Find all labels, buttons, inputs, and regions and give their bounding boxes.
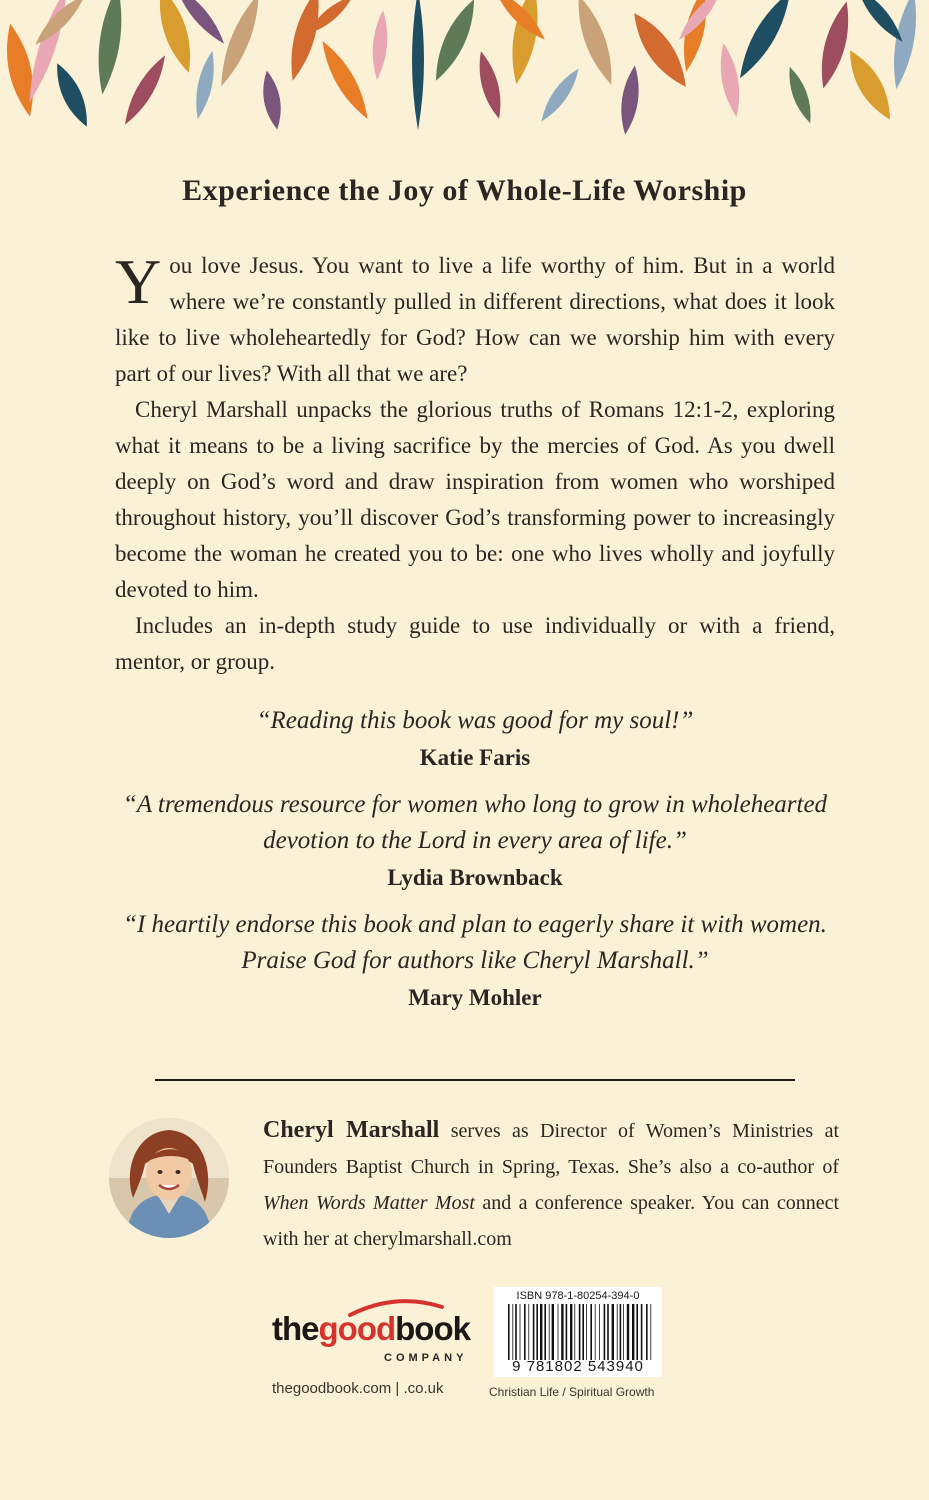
leaf-shape <box>887 0 922 91</box>
leaf-shape <box>536 64 585 125</box>
barcode-bar <box>650 1304 651 1360</box>
endorsement-author: Mary Mohler <box>408 985 542 1010</box>
endorsement-author: Katie Faris <box>419 745 531 770</box>
description-paragraph-2: Cheryl Marshall unpacks the glorious truths of Romans 12:1-2, exploring what it means to be a living sacrifice by the mercies of God. As you dwell deeply on God’s word and draw inspiration from women who worshiped throughout history, you’ll discover God’s transforming power to increasingly become the woman he created you to be: one who lives wholly and joyfully devoted to him. <box>115 397 835 602</box>
endorsement <box>115 907 835 1013</box>
logo-company-label: COMPANY <box>384 1352 468 1364</box>
author-book-title: When Words Matter Most <box>263 1192 475 1214</box>
barcode-bar <box>586 1304 587 1360</box>
book-category: Christian Life / Spiritual Growth <box>489 1385 655 1399</box>
description-paragraph-1-text: ou love Jesus. You want to live a life worthy of him. But in a world where we’re constantly pulled in different directions, what does it look like to live wholeheartedly for God? How can we worship him with every part of our lives? With all that we are? <box>115 253 835 386</box>
barcode-bar <box>641 1304 643 1360</box>
barcode-bar <box>549 1304 550 1360</box>
author-bio-text-2: and a conference speaker. You can connect with her at cherylmarshall.com <box>263 1192 839 1250</box>
description-paragraph-1 <box>115 248 835 392</box>
barcode-bar <box>574 1304 575 1360</box>
author-bio <box>263 1112 839 1257</box>
barcode-bar <box>599 1304 600 1360</box>
barcode-bar <box>620 1304 622 1360</box>
leaf-shape <box>852 0 908 46</box>
logo-word-book: book <box>395 1310 470 1347</box>
endorsement <box>115 703 835 773</box>
barcode-bar <box>604 1304 606 1360</box>
leaf-shape <box>283 0 327 83</box>
logo-word-good: good <box>318 1310 396 1347</box>
barcode-bar <box>590 1304 592 1360</box>
endorsement-quote: “Reading this book was good for my soul!” <box>256 707 694 734</box>
barcode-bar <box>579 1304 581 1360</box>
leaf-shape <box>814 0 857 91</box>
author-name: Cheryl Marshall <box>263 1117 440 1143</box>
barcode-bar <box>552 1304 554 1360</box>
barcode-digits: 9 781802 543940 <box>512 1358 644 1375</box>
section-divider <box>155 1079 795 1081</box>
leaf-shape <box>191 49 219 120</box>
leaf-shape <box>412 0 424 130</box>
endorsement <box>115 787 835 893</box>
barcode-bar <box>646 1304 648 1360</box>
leaf-shape <box>118 51 172 128</box>
barcode-bar <box>524 1304 526 1360</box>
author-photo <box>109 1118 229 1238</box>
endorsements <box>115 703 835 1027</box>
barcode-bar <box>540 1304 542 1360</box>
leaf-shape <box>427 0 483 85</box>
leaf-shape <box>731 0 798 83</box>
barcode-bar <box>515 1304 517 1360</box>
barcode-bar <box>617 1304 618 1360</box>
back-cover-headline: Experience the Joy of Whole-Life Worship <box>182 174 747 207</box>
description-paragraph-3: Includes an in-depth study guide to use individually or with a friend, mentor, or group. <box>115 613 835 674</box>
barcode-bar <box>612 1304 614 1360</box>
barcode-bar <box>566 1304 568 1360</box>
barcode-bar <box>536 1304 538 1360</box>
floral-leaf-border <box>0 0 929 160</box>
logo-word-the: the <box>272 1310 319 1347</box>
endorsement-quote: “I heartily endorse this book and plan to eagerly share it with women. Praise God for authors like Cheryl Marshall.” <box>123 911 827 974</box>
logo-swoosh-icon <box>346 1298 446 1318</box>
barcode-bar <box>623 1304 624 1360</box>
leaf-shape <box>617 64 643 136</box>
isbn-barcode <box>494 1287 662 1377</box>
endorsement-author: Lydia Brownback <box>387 865 563 890</box>
barcode-bar <box>627 1304 629 1360</box>
barcode-bar <box>570 1304 572 1360</box>
barcode-bar <box>520 1304 521 1360</box>
leaf-shape <box>473 49 507 121</box>
barcode-bar <box>512 1304 513 1360</box>
leaf-shape <box>370 10 390 81</box>
barcode-bar <box>632 1304 634 1360</box>
barcode-bar <box>561 1304 563 1360</box>
leaf-shape <box>213 0 267 90</box>
barcode-bar <box>528 1304 529 1360</box>
publisher-url: thegoodbook.com | .co.uk <box>272 1380 444 1397</box>
barcode-icon <box>508 1304 654 1360</box>
leaf-shape <box>840 45 899 125</box>
barcode-bar <box>595 1304 596 1360</box>
leaf-shape <box>49 59 95 130</box>
leaf-shape <box>315 37 376 124</box>
author-bio-text-1: serves as Director of Women’s Ministries at Founders Baptist Church in Spring, Texas. She’s also a co-author of <box>263 1120 839 1178</box>
book-description <box>115 248 835 680</box>
leaf-shape <box>259 69 285 131</box>
barcode-bar <box>533 1304 535 1360</box>
barcode-bar <box>508 1304 510 1360</box>
leaf-shape <box>716 42 745 119</box>
barcode-bar <box>636 1304 638 1360</box>
barcode-bar <box>582 1304 584 1360</box>
publisher-logo <box>272 1310 470 1364</box>
endorsement-quote: “A tremendous resource for women who long to grow in wholehearted devotion to the Lord in every area of life.” <box>122 791 828 854</box>
leaf-shape <box>92 0 127 96</box>
barcode-bar <box>544 1304 546 1360</box>
drop-cap: Y <box>115 246 162 317</box>
leaf-shape <box>783 64 817 125</box>
barcode-bar <box>558 1304 559 1360</box>
barcode-bar <box>607 1304 609 1360</box>
isbn-label: ISBN 978-1-80254-394-0 <box>516 1290 640 1302</box>
